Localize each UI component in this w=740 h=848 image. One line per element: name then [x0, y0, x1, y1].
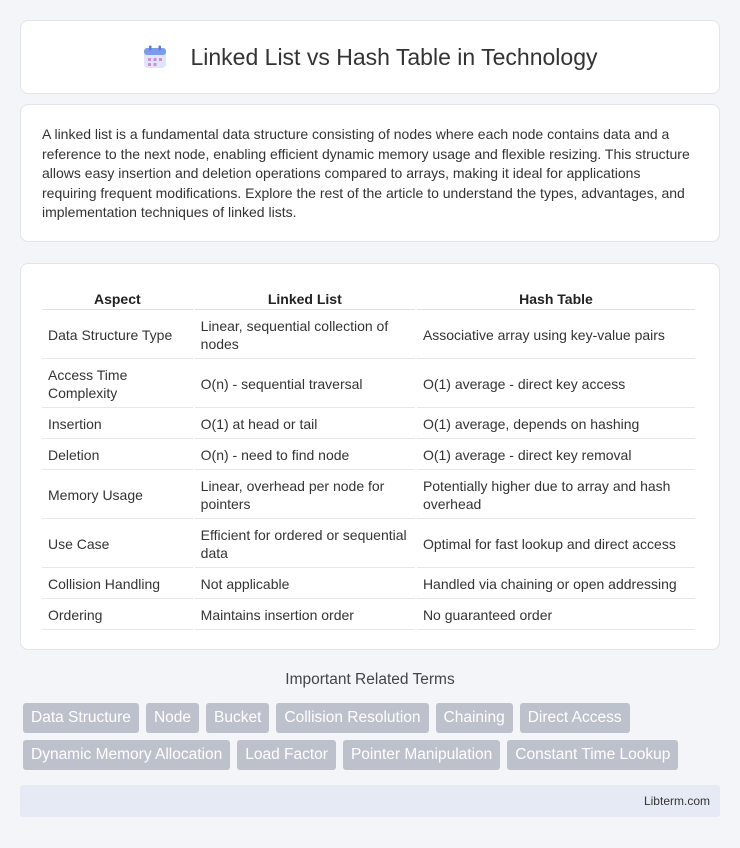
tag-dynamic-memory-allocation[interactable]: Dynamic Memory Allocation [23, 740, 230, 770]
linked-list-cell: Efficient for ordered or sequential data [195, 521, 415, 568]
aspect-cell: Ordering [42, 601, 193, 630]
tag-node[interactable]: Node [146, 703, 199, 733]
linked-list-cell: Maintains insertion order [195, 601, 415, 630]
comparison-card [20, 263, 720, 650]
table-row [42, 441, 695, 470]
footer-site-link[interactable]: Libterm.com [643, 794, 710, 808]
table-row [42, 410, 695, 439]
tag-load-factor[interactable]: Load Factor [237, 740, 336, 770]
intro-card [20, 104, 720, 242]
footer [20, 785, 720, 817]
linked-list-cell: O(1) at head or tail [195, 410, 415, 439]
linked-list-cell: Linear, sequential collection of nodes [195, 312, 415, 359]
aspect-cell: Memory Usage [42, 472, 193, 519]
hash-table-cell: Potentially higher due to array and hash overhead [417, 472, 695, 519]
table-row [42, 361, 695, 408]
aspect-cell: Data Structure Type [42, 312, 193, 359]
linked-list-cell: O(n) - need to find node [195, 441, 415, 470]
tag-constant-time-lookup[interactable]: Constant Time Lookup [507, 740, 678, 770]
table-row [42, 472, 695, 519]
header-linked-list: Linked List [195, 286, 415, 310]
tag-pointer-manipulation[interactable]: Pointer Manipulation [343, 740, 500, 770]
tag-collision-resolution[interactable]: Collision Resolution [276, 703, 428, 733]
tag-bucket[interactable]: Bucket [206, 703, 269, 733]
table-row [42, 521, 695, 568]
title-card [20, 20, 720, 94]
header-hash-table: Hash Table [417, 286, 695, 310]
aspect-cell: Access Time Complexity [42, 361, 193, 408]
tag-data-structure[interactable]: Data Structure [23, 703, 139, 733]
tag-chaining[interactable]: Chaining [436, 703, 513, 733]
page-title: Linked List vs Hash Table in Technology [190, 43, 598, 70]
aspect-cell: Use Case [42, 521, 193, 568]
comparison-table [40, 284, 697, 632]
linked-list-cell: O(n) - sequential traversal [195, 361, 415, 408]
aspect-cell: Deletion [42, 441, 193, 470]
linked-list-cell: Not applicable [195, 570, 415, 599]
linked-list-cell: Linear, overhead per node for pointers [195, 472, 415, 519]
hash-table-cell: O(1) average - direct key access [417, 361, 695, 408]
table-row [42, 601, 695, 630]
hash-table-cell: Associative array using key-value pairs [417, 312, 695, 359]
hash-table-cell: O(1) average - direct key removal [417, 441, 695, 470]
related-terms-heading: Important Related Terms [285, 671, 455, 688]
hash-table-cell: Optimal for fast lookup and direct access [417, 521, 695, 568]
related-terms-list [23, 703, 723, 770]
intro-paragraph: A linked list is a fundamental data structure consisting of nodes where each node contains data and a reference to the next node, enabling efficient dynamic memory usage and flexible resizing. This structure allows easy insertion and deletion operations compared to arrays, making it ideal for applications requiring frequent modifications. Explore the rest of the article to understand the types, advantages, and implementation techniques of linked lists. [42, 126, 690, 220]
table-row [42, 312, 695, 359]
hash-table-cell: O(1) average, depends on hashing [417, 410, 695, 439]
aspect-cell: Insertion [42, 410, 193, 439]
hash-table-cell: Handled via chaining or open addressing [417, 570, 695, 599]
table-row [42, 570, 695, 599]
header-aspect: Aspect [42, 286, 193, 310]
aspect-cell: Collision Handling [42, 570, 193, 599]
tag-direct-access[interactable]: Direct Access [520, 703, 630, 733]
hash-table-cell: No guaranteed order [417, 601, 695, 630]
table-header-row [42, 286, 695, 310]
calendar-icon [142, 44, 168, 70]
